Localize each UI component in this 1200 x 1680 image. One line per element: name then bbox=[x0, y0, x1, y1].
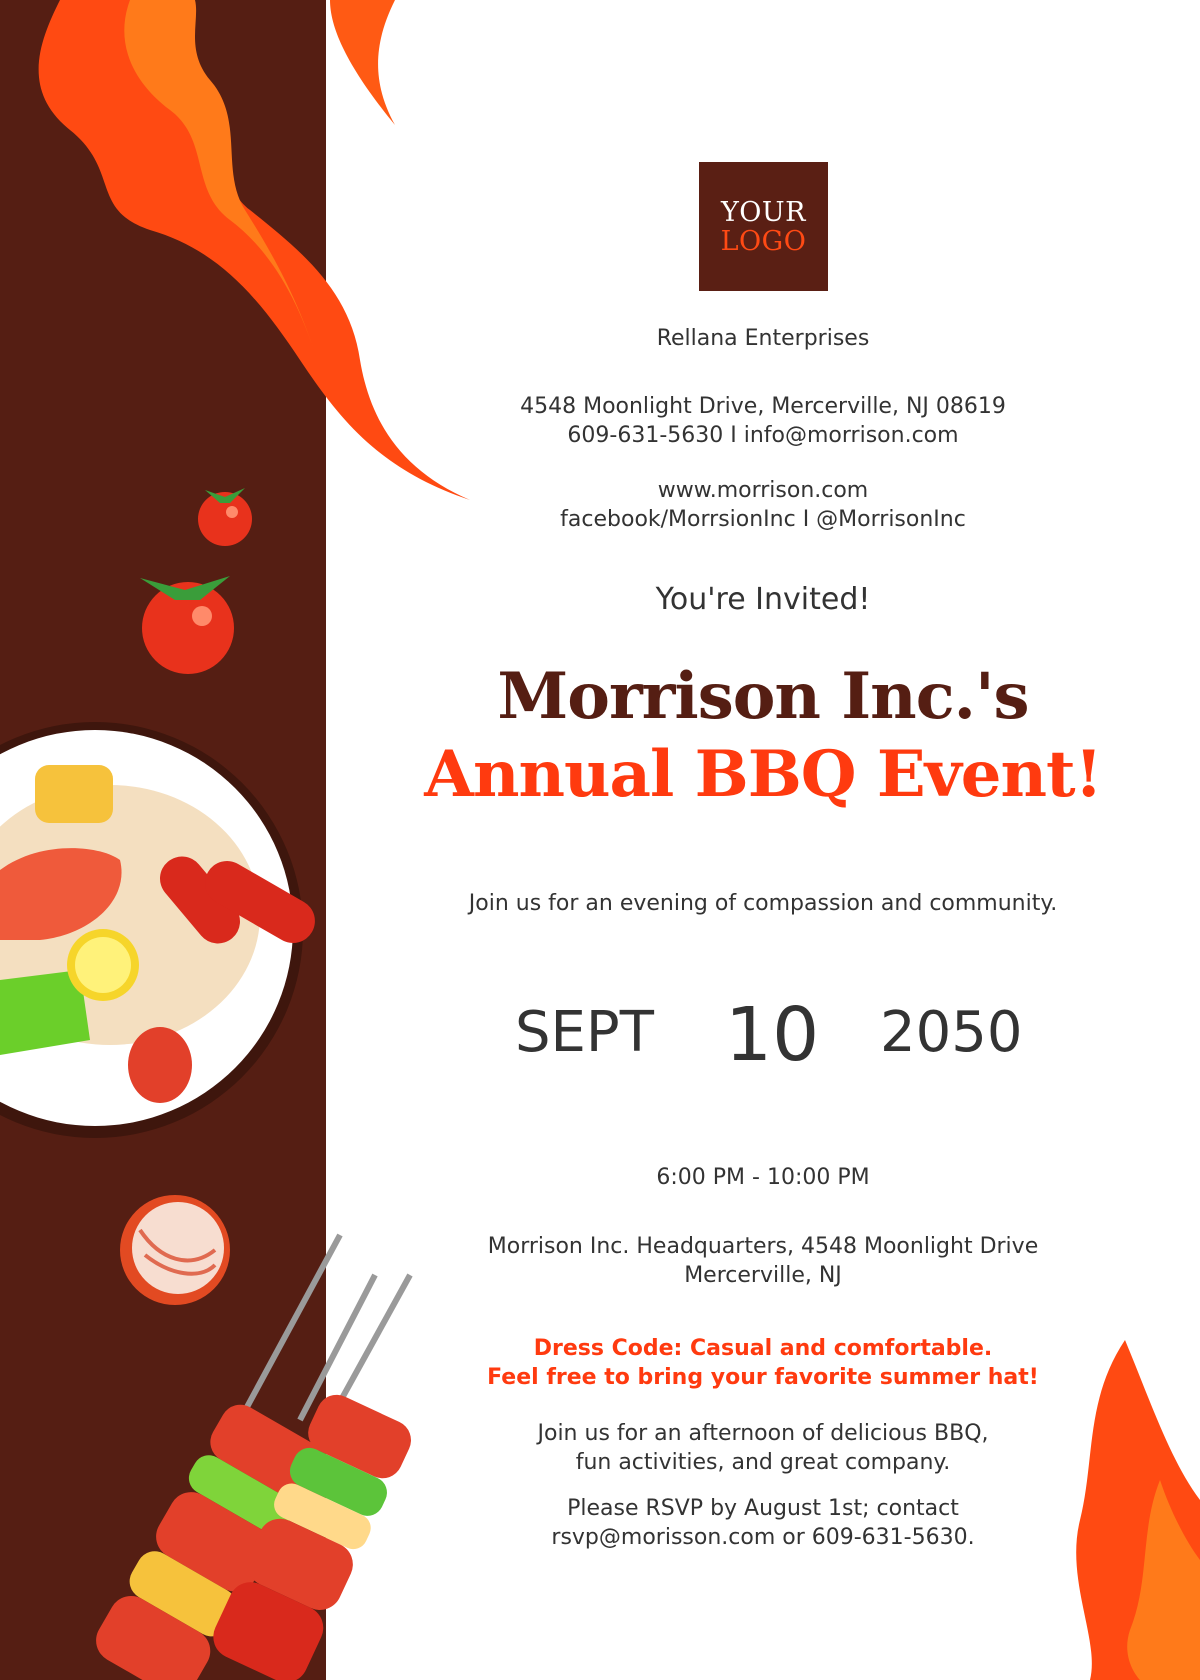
date-year: 2050 bbox=[880, 1000, 1023, 1065]
event-tagline: Join us for an evening of compassion and community. bbox=[468, 891, 1058, 916]
company-social: facebook/MorrsionInc I @MorrisonInc bbox=[560, 507, 966, 532]
bbq-plate-illustration bbox=[0, 722, 323, 1138]
date-day: 10 bbox=[725, 992, 820, 1078]
event-title bbox=[363, 658, 1163, 814]
company-name: Rellana Enterprises bbox=[656, 326, 870, 351]
logo-line-2: LOGO bbox=[720, 225, 807, 257]
tomato-small-illustration bbox=[198, 488, 252, 546]
event-time: 6:00 PM - 10:00 PM bbox=[656, 1165, 870, 1190]
body-line-1: Join us for an afternoon of delicious BBQ, bbox=[537, 1421, 989, 1446]
body-line-2: fun activities, and great company. bbox=[575, 1450, 951, 1475]
onion-illustration bbox=[120, 1195, 230, 1305]
tomato-large-illustration bbox=[140, 576, 234, 674]
company-address: 4548 Moonlight Drive, Mercerville, NJ 08619 bbox=[520, 394, 1006, 419]
rsvp-line-1: Please RSVP by August 1st; contact bbox=[567, 1496, 959, 1521]
company-website: www.morrison.com bbox=[657, 478, 869, 503]
logo-line-1: YOUR bbox=[720, 196, 807, 228]
date-month: SEPT bbox=[515, 1000, 654, 1065]
company-logo bbox=[699, 162, 828, 291]
event-title-line-2: Annual BBQ Event! bbox=[424, 737, 1102, 812]
company-contact: 609-631-5630 I info@morrison.com bbox=[567, 423, 959, 448]
venue-line-1: Morrison Inc. Headquarters, 4548 Moonlight Drive bbox=[487, 1234, 1039, 1259]
invite-greeting: You're Invited! bbox=[655, 582, 871, 617]
dress-code-line-1: Dress Code: Casual and comfortable. bbox=[533, 1336, 993, 1361]
venue-line-2: Mercerville, NJ bbox=[684, 1263, 842, 1288]
rsvp-line-2: rsvp@morisson.com or 609-631-5630. bbox=[551, 1525, 975, 1550]
dress-code-line-2: Feel free to bring your favorite summer hat! bbox=[487, 1365, 1039, 1390]
event-title-line-1: Morrison Inc.'s bbox=[497, 659, 1029, 734]
